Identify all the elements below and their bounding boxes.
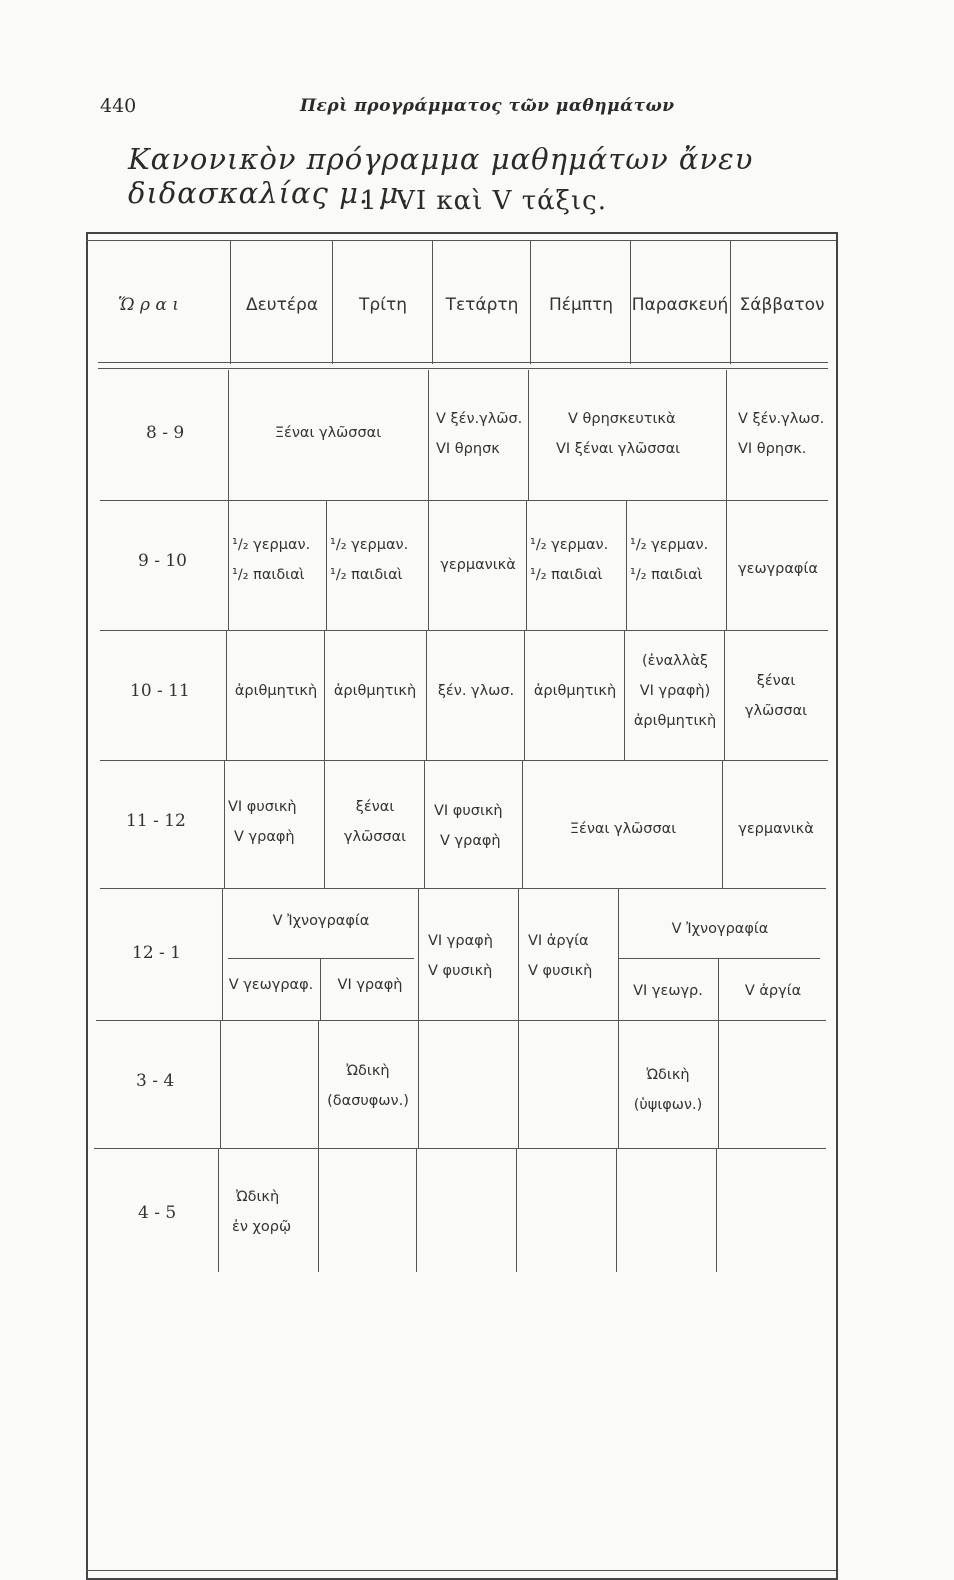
- cell-line: ¹/₂ γερμαν.: [530, 537, 609, 553]
- cell-10-11-tue: ἀριθμητικὴ: [333, 683, 417, 699]
- col-divider: [428, 370, 429, 500]
- cell-line: (ἐναλλὰξ: [642, 653, 708, 669]
- time-12-1: 12 - 1: [132, 943, 181, 963]
- title-line-2: 1. VI καὶ V τάξις.: [360, 186, 607, 216]
- cell-line: γλῶσσαι: [343, 829, 407, 845]
- cell-line: Ὠδικὴ: [646, 1067, 690, 1083]
- col-divider: [324, 760, 325, 888]
- title-line-1: Κανονικὸν πρόγραμμα μαθημάτων ἄνευ διδασκαλίας μ. μ.: [128, 142, 754, 210]
- cell-10-11-fri: [626, 646, 724, 736]
- cell-line: ¹/₂ παιδιαὶ: [330, 567, 403, 583]
- time-8-9: 8 - 9: [146, 423, 185, 443]
- cell-line: Ὠδικὴ: [236, 1189, 280, 1205]
- col-divider: [432, 240, 433, 364]
- cell-12-1-fri-sat-top: V Ἰχνογραφία: [671, 921, 769, 937]
- col-divider: [428, 500, 429, 630]
- cell-line: ἀριθμητικὴ: [633, 713, 717, 729]
- col-divider: [332, 240, 333, 364]
- cell-11-12-thu-fri: Ξέναι γλῶσσαι: [569, 821, 677, 837]
- table-top-double-rule: [86, 240, 836, 241]
- col-divider: [524, 630, 525, 760]
- col-divider: [718, 958, 719, 1020]
- subcell-divider: [228, 958, 414, 959]
- row-divider: [100, 760, 828, 761]
- cell-10-11-thu: ἀριθμητικὴ: [533, 683, 617, 699]
- cell-line: VI γραφὴ: [428, 933, 493, 949]
- cell-line: VI ἀργία: [528, 933, 589, 949]
- col-divider: [418, 1020, 419, 1148]
- cell-12-1-mon-bottom: V γεωγραφ.: [228, 977, 314, 993]
- header-monday: Δευτέρα: [245, 295, 319, 315]
- cell-4-5-mon: [232, 1182, 291, 1242]
- cell-8-9-sat: [738, 404, 824, 464]
- cell-line: ¹/₂ γερμαν.: [232, 537, 311, 553]
- cell-10-11-mon: ἀριθμητικὴ: [234, 683, 318, 699]
- cell-line: ¹/₂ παιδιαὶ: [232, 567, 305, 583]
- col-divider: [228, 370, 229, 500]
- col-divider: [716, 1148, 717, 1272]
- time-9-10: 9 - 10: [138, 551, 187, 571]
- cell-12-1-thu: [528, 926, 592, 986]
- cell-12-1-sat-bottom: V ἀργία: [744, 983, 802, 999]
- cell-line: VI θρησκ.: [738, 441, 807, 457]
- cell-3-4-tue: [318, 1056, 418, 1116]
- cell-12-1-fri-bottom: VI γεωγρ.: [633, 983, 703, 999]
- cell-line: V ξέν.γλωσ.: [738, 411, 825, 427]
- page-number: 440: [100, 95, 137, 117]
- row-divider: [100, 500, 828, 501]
- header-thursday: Πέμπτη: [548, 295, 614, 315]
- col-divider: [526, 500, 527, 630]
- col-divider: [222, 888, 223, 1020]
- col-divider: [726, 500, 727, 630]
- col-divider: [516, 1148, 517, 1272]
- cell-9-10-fri: [630, 530, 708, 590]
- cell-line: Ὠδικὴ: [346, 1063, 390, 1079]
- time-3-4: 3 - 4: [136, 1071, 175, 1091]
- cell-11-12-mon: [228, 792, 297, 852]
- cell-11-12-sat: γερμανικὰ: [738, 821, 814, 837]
- col-divider: [324, 630, 325, 760]
- col-divider: [522, 760, 523, 888]
- cell-line: (ὑψιφων.): [633, 1097, 703, 1113]
- cell-12-1-mon-tue-top: V Ἰχνογραφία: [272, 913, 370, 929]
- cell-line: V γραφὴ: [234, 829, 295, 845]
- col-divider: [626, 500, 627, 630]
- col-divider: [230, 240, 231, 364]
- cell-10-11-wed: ξέν. γλωσ.: [437, 683, 515, 699]
- col-divider: [730, 240, 731, 364]
- row-divider: [98, 362, 828, 363]
- cell-line: V φυσικὴ: [528, 963, 593, 979]
- cell-line: ξέναι: [355, 799, 395, 815]
- header-hours: Ὥ ρ α ι: [118, 295, 179, 315]
- col-divider: [326, 500, 327, 630]
- cell-11-12-wed: [434, 796, 503, 856]
- header-saturday: Σάββατον: [739, 295, 825, 315]
- cell-8-9-mon-tue: Ξέναι γλῶσσαι: [274, 425, 382, 441]
- cell-line: V φυσικὴ: [428, 963, 493, 979]
- cell-11-12-tue: [326, 792, 424, 852]
- col-divider: [220, 1020, 221, 1148]
- header-friday: Παρασκευή: [631, 295, 729, 315]
- cell-line: V ξέν.γλῶσ.: [436, 411, 523, 427]
- cell-9-10-sat: γεωγραφία: [738, 561, 818, 577]
- cell-12-1-tue-bottom: VI γραφὴ: [337, 977, 403, 993]
- cell-line: ¹/₂ γερμαν.: [330, 537, 409, 553]
- col-divider: [518, 1020, 519, 1148]
- cell-8-9-wed: [436, 404, 522, 464]
- col-divider: [226, 630, 227, 760]
- cell-line: VI θρησκ: [436, 441, 500, 457]
- cell-line: (δασυφων.): [327, 1093, 409, 1109]
- cell-9-10-wed: γερμανικὰ: [440, 557, 516, 573]
- col-divider: [218, 1148, 219, 1272]
- col-divider: [718, 1020, 719, 1148]
- col-divider: [528, 370, 529, 500]
- table-bottom-double-rule: [86, 1570, 836, 1571]
- col-divider: [228, 500, 229, 630]
- header-wednesday: Τετάρτη: [445, 295, 519, 315]
- cell-line: VI γραφὴ): [639, 683, 711, 699]
- col-divider: [418, 888, 419, 1020]
- row-divider: [98, 368, 828, 369]
- subcell-divider: [618, 958, 820, 959]
- cell-line: V γραφὴ: [440, 833, 501, 849]
- cell-3-4-fri: [618, 1060, 718, 1120]
- cell-line: ¹/₂ γερμαν.: [630, 537, 709, 553]
- cell-10-11-sat: [726, 666, 826, 726]
- cell-line: VI ξέναι γλῶσσαι: [556, 441, 681, 457]
- time-10-11: 10 - 11: [130, 681, 190, 701]
- cell-line: VI φυσικὴ: [434, 803, 503, 819]
- col-divider: [726, 370, 727, 500]
- cell-line: γλῶσσαι: [744, 703, 808, 719]
- running-head: Περὶ προγράμματος τῶν μαθημάτων: [300, 96, 675, 116]
- col-divider: [224, 760, 225, 888]
- cell-9-10-tue: [330, 530, 408, 590]
- col-divider: [722, 760, 723, 888]
- col-divider: [426, 630, 427, 760]
- cell-9-10-mon: [232, 530, 310, 590]
- cell-line: V θρησκευτικὰ: [568, 411, 676, 427]
- col-divider: [424, 760, 425, 888]
- row-divider: [100, 630, 828, 631]
- col-divider: [320, 958, 321, 1020]
- cell-line: VI φυσικὴ: [228, 799, 297, 815]
- cell-9-10-thu: [530, 530, 608, 590]
- cell-line: ἐν χορῷ: [232, 1219, 292, 1235]
- time-11-12: 11 - 12: [126, 811, 186, 831]
- row-divider: [100, 888, 826, 889]
- col-divider: [318, 1148, 319, 1272]
- cell-line: ¹/₂ παιδιαὶ: [530, 567, 603, 583]
- col-divider: [530, 240, 531, 364]
- time-4-5: 4 - 5: [138, 1203, 177, 1223]
- cell-8-9-thu-fri: [556, 404, 680, 464]
- row-divider: [96, 1020, 826, 1021]
- col-divider: [518, 888, 519, 1020]
- col-divider: [416, 1148, 417, 1272]
- cell-line: ¹/₂ παιδιαὶ: [630, 567, 703, 583]
- col-divider: [624, 630, 625, 760]
- cell-line: ξέναι: [756, 673, 796, 689]
- col-divider: [724, 630, 725, 760]
- cell-12-1-wed: [428, 926, 493, 986]
- header-tuesday: Τρίτη: [359, 295, 407, 315]
- col-divider: [616, 1148, 617, 1272]
